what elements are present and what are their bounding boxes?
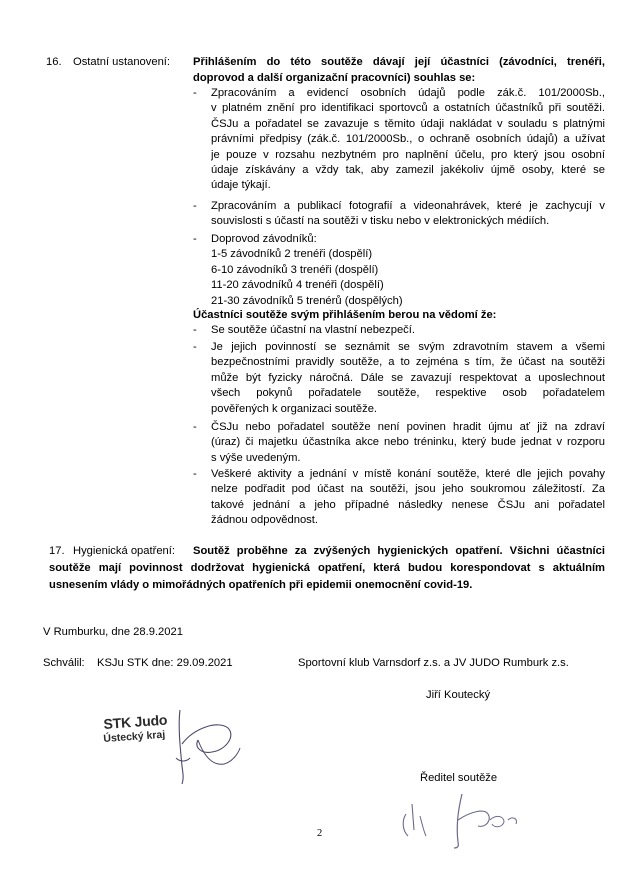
text-line: v platném znění pro identifikaci sportovců a ostatních účastníků při soutěži. — [211, 102, 605, 115]
organizer: Sportovní klub Varnsdorf z.s. a JV JUDO Rumburk z.s. — [298, 657, 569, 669]
text-line: Veškeré aktivity a jednání v místě konání soutěže, které dle jejich povahy — [211, 468, 605, 480]
text-line: Doprovod závodníků: — [211, 233, 317, 245]
text-line: ČSJu nebo pořadatel soutěže není povinen hradit újmu ať již na zdraví — [211, 421, 605, 433]
bullet-dash: - — [193, 200, 197, 212]
text-line: může být fyzicky náročná. Dále se zavazují respektovat a uposlechnout — [211, 371, 605, 384]
bullet-dash: - — [193, 341, 197, 353]
text-line: 1-5 závodníků 2 trenéři (dospělí) — [211, 248, 373, 261]
text-line: právními předpisy (zák.č. 101/2000Sb., o ochraně osobních údajů) a užívat — [211, 133, 605, 146]
director-signature — [392, 790, 532, 850]
text-line: bezpečnostními pravidly soutěže, a to zejména s tím, že účast na soutěži — [211, 356, 605, 369]
text-line: Zpracováním a publikací fotografií a videonahrávek, které je zachycují v — [211, 200, 605, 212]
acknowledge-heading: Účastníci soutěže svým přihlášením berou na vědomí že: — [193, 308, 497, 321]
acknowledge-item-health — [211, 340, 605, 417]
place-date: V Rumburku, dne 28.9.2021 — [43, 626, 183, 638]
section-16-number: 16. — [46, 56, 62, 68]
text-line: (úraz) či majetku účastníka akce nebo tréninku, který bude jednat v rozporu — [211, 436, 605, 449]
text-line: souvislosti s účastí na soutěži v tisku nebo v elektronických médiích. — [211, 215, 550, 228]
approved-label: Schválil: — [43, 657, 85, 669]
section-16-label: Ostatní ustanovení: — [73, 56, 171, 68]
text-line: Se soutěže účastní na vlastní nebezpečí. — [211, 324, 415, 336]
text-line: je pouze v rozsahu nezbytném pro naplnění účelu, pro který jsou osobní — [211, 148, 605, 161]
bullet-dash: - — [193, 421, 197, 433]
text-line: 6-10 závodníků 3 trenéři (dospělí) — [211, 263, 379, 276]
signatory-name: Jiří Koutecký — [426, 689, 491, 701]
bullet-dash: - — [193, 87, 197, 99]
text-line: pověřených k organizaci soutěže. — [211, 402, 378, 415]
consent-item-escort — [211, 232, 605, 309]
bullet-dash: - — [193, 324, 197, 336]
text-line: údaje týkají. — [211, 179, 271, 192]
section-17-number: 17. — [49, 545, 65, 557]
page-number: 2 — [317, 828, 323, 839]
stk-judo-stamp — [100, 712, 250, 792]
text-line: údaje získávány a vždy tak, aby zamezil jakékoliv újmě osoby, které se — [211, 163, 605, 176]
section-17-text-line-3: usnesením vlády o mimořádných opatřeních při epidemii onemocnění covid-19. — [49, 579, 473, 591]
text-line: nelze podřadit pod účast na soutěži, jsou jeho soukromou záležitostí. Za — [211, 483, 605, 496]
approved-by: KSJu STK dne: 29.09.2021 — [97, 657, 233, 669]
bullet-dash: - — [193, 468, 197, 480]
stamp-line-1: STK Judo — [103, 711, 168, 732]
section-16-intro-line-2: doprovod a další organizační pracovníci) souhlas se: — [193, 71, 476, 84]
section-17-text-line-1: Soutěž proběhne za zvýšených hygienických opatření. Všichni účastníci — [193, 545, 605, 557]
section-17-text-line-2: soutěže mají povinnost dodržovat hygienická opatření, která budou korespondovat s aktuálním — [49, 562, 605, 574]
text-line: 21-30 závodníků 5 trenérů (dospělých) — [211, 294, 403, 307]
text-line: Je jejich povinností se seznámit se svým zdravotním stavem a všemi — [211, 341, 605, 353]
text-line: Zpracováním a evidencí osobních údajů podle zák.č. 101/2000Sb., — [211, 87, 605, 99]
consent-item-photos — [211, 199, 605, 230]
text-line: ČSJu a pořadatel se zavazuje s těmito údaji nakládat v souladu s platnými — [211, 117, 605, 130]
section-17-label: Hygienická opatření: — [73, 545, 175, 557]
consent-item-personal-data — [211, 86, 605, 194]
acknowledge-item-risk — [211, 323, 605, 338]
text-line: 11-20 závodníků 4 trenéři (dospělí) — [211, 279, 384, 292]
approver-signature — [168, 704, 248, 794]
text-line: takové jednání a jeho případné následky nenese ČSJu ani pořadatel — [211, 498, 605, 511]
section-16-intro-line-1: Přihlášením do této soutěže dávají její účastníci (závodníci, trenéři, — [193, 56, 605, 68]
acknowledge-item-private — [211, 467, 605, 529]
bullet-dash: - — [193, 233, 197, 245]
acknowledge-item-liability — [211, 420, 605, 466]
text-line: žádnou odpovědnost. — [211, 514, 318, 527]
signatory-title: Ředitel soutěže — [420, 772, 498, 784]
text-line: všech pokynů pořadatele soutěže, respektive osob pořadatelem — [211, 387, 605, 400]
stamp-line-2: Ústecký kraj — [103, 728, 166, 745]
text-line: s výše uvedeným. — [211, 451, 301, 464]
